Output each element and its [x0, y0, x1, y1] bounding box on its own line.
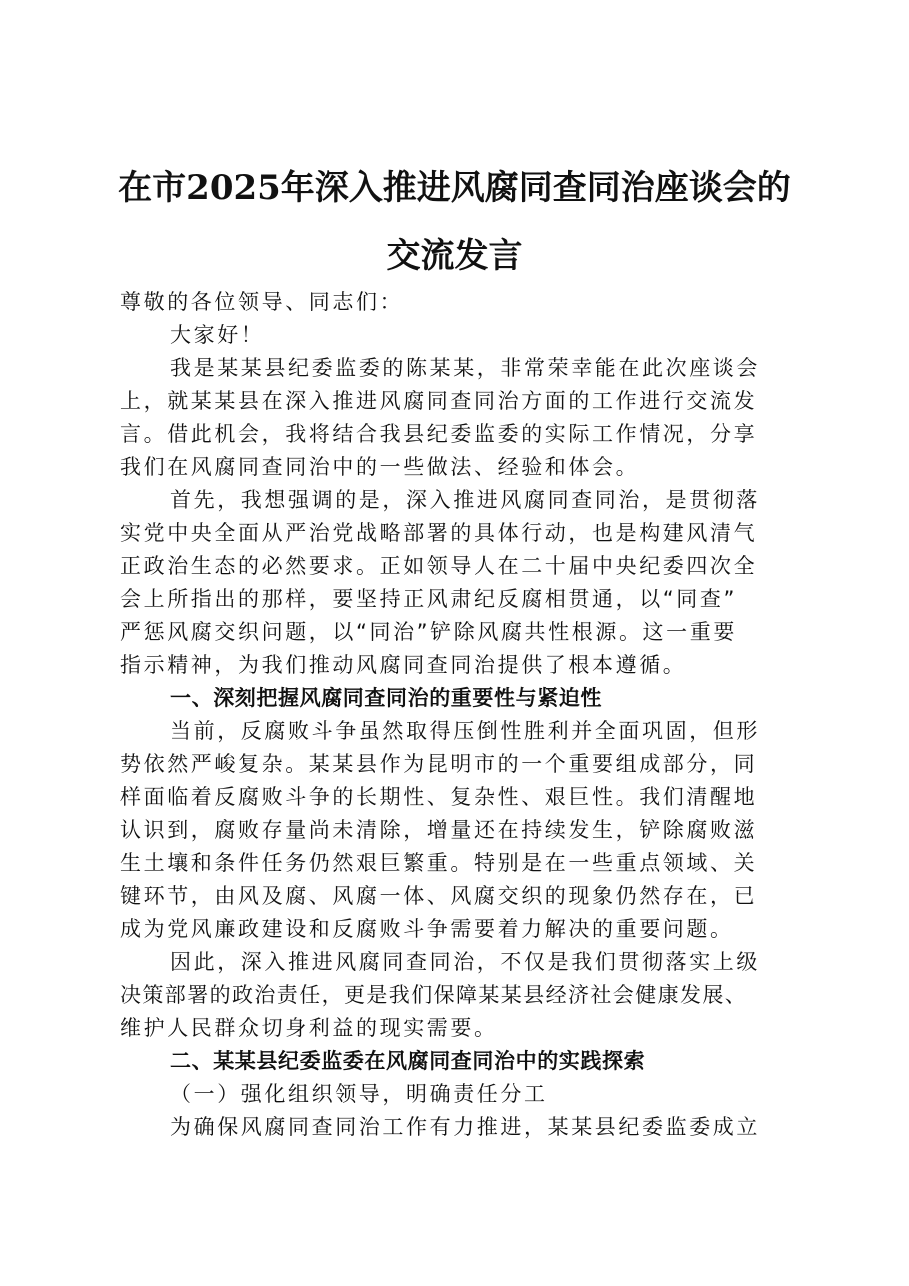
paragraph-line: 会上所指出的那样，要坚持正风肃纪反腐相贯通，以“同查”	[120, 587, 737, 611]
section-heading-2: 二、某某县纪委监委在风腐同查同治中的实践探索	[170, 1049, 646, 1073]
paragraph-line: 上，就某某县在深入推进风腐同查同治方面的工作进行交流发	[120, 389, 758, 413]
paragraph-line: 我是某某县纪委监委的陈某某，非常荣幸能在此次座谈会	[170, 356, 760, 380]
paragraph-line: 我们在风腐同查同治中的一些做法、经验和体会。	[120, 455, 640, 479]
paragraph-line: 维护人民群众切身利益的现实需要。	[120, 1016, 498, 1040]
paragraph-line: 严惩风腐交织问题，以“同治”铲除风腐共性根源。这一重要	[120, 620, 737, 644]
subsection-heading-1: （一）强化组织领导，明确责任分工	[170, 1082, 548, 1106]
greeting: 大家好！	[170, 323, 265, 347]
paragraph-line: 认识到，腐败存量尚未清除，增量还在持续发生，铲除腐败滋	[120, 818, 758, 842]
document-title-line2: 交流发言	[386, 236, 523, 276]
section-heading-1: 一、深刻把握风腐同查同治的重要性与紧迫性	[170, 686, 602, 710]
paragraph-line: 正政治生态的必然要求。正如领导人在二十届中央纪委四次全	[120, 554, 758, 578]
salutation: 尊敬的各位领导、同志们：	[120, 290, 404, 314]
paragraph-line: 决策部署的政治责任，更是我们保障某某县经济社会健康发展、	[120, 983, 748, 1007]
paragraph-line: 言。借此机会，我将结合我县纪委监委的实际工作情况，分享	[120, 422, 758, 446]
paragraph-line: 样面临着反腐败斗争的长期性、复杂性、艰巨性。我们清醒地	[120, 785, 758, 809]
paragraph-line: 键环节，由风及腐、风腐一体、风腐交织的现象仍然存在，已	[120, 884, 758, 908]
paragraph-line: 成为党风廉政建设和反腐败斗争需要着力解决的重要问题。	[120, 917, 734, 941]
paragraph-line: 生土壤和条件任务仍然艰巨繁重。特别是在一些重点领域、关	[120, 851, 758, 875]
paragraph-line: 当前，反腐败斗争虽然取得压倒性胜利并全面巩固，但形	[170, 719, 760, 743]
document-title-line1: 在市2025年深入推进风腐同查同治座谈会的	[118, 168, 791, 208]
paragraph-line: 因此，深入推进风腐同查同治，不仅是我们贯彻落实上级	[170, 950, 760, 974]
paragraph-line: 实党中央全面从严治党战略部署的具体行动，也是构建风清气	[120, 521, 758, 545]
paragraph-line: 指示精神，为我们推动风腐同查同治提供了根本遵循。	[120, 653, 687, 677]
paragraph-line: 首先，我想强调的是，深入推进风腐同查同治，是贯彻落	[170, 488, 760, 512]
paragraph-line: 为确保风腐同查同治工作有力推进，某某县纪委监委成立	[170, 1115, 760, 1139]
paragraph-line: 势依然严峻复杂。某某县作为昆明市的一个重要组成部分，同	[120, 752, 758, 776]
